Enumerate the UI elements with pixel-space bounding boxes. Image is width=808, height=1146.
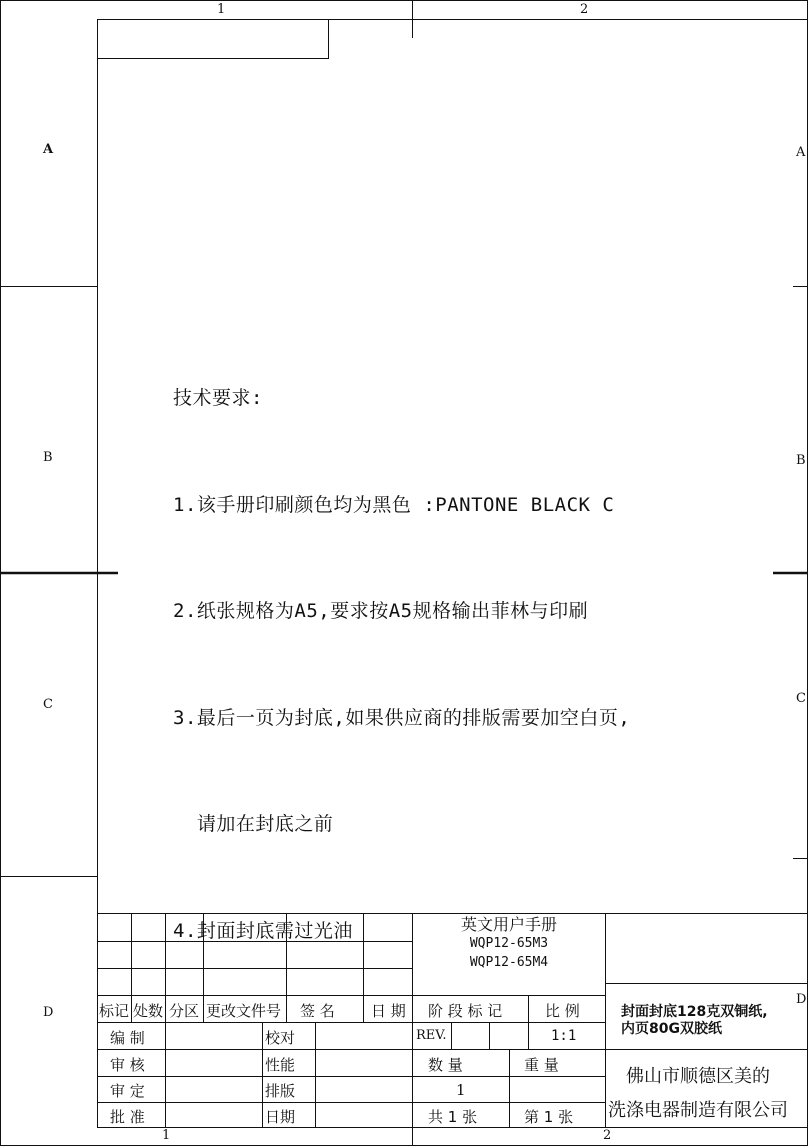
header-date: 日 期 [371,1002,406,1020]
material-line-2: 内页80G双胶纸 [621,1021,722,1037]
weight-label: 重 量 [524,1056,559,1074]
model-number-1: WQP12-65M3 [469,936,549,951]
zone-right-d: D [796,992,807,1007]
company-name-line-1: 佛山市顺德区美的 [626,1066,770,1087]
header-zone: 分区 [169,1002,200,1020]
document-title: 英文用户手册 [460,915,557,934]
notes-line-4: 4.封面封底需过光油 [173,919,353,942]
notes-line-1: 1.该手册印刷颜色均为黑色 :PANTONE BLACK C [173,493,615,516]
role-authorize: 批 准 [110,1108,145,1126]
notes-line-2: 2.纸张规格为A5,要求按A5规格输出菲林与印刷 [173,600,589,622]
notes-heading: 技术要求: [173,387,263,409]
role-check: 校对 [265,1029,296,1047]
material-line-1: 封面封底128克双铜纸, [621,1004,768,1020]
zone-top-1: 1 [217,2,226,17]
header-signature: 签 名 [300,1002,335,1020]
zone-bottom-1: 1 [162,1128,171,1143]
zone-left-b: B [43,450,53,465]
rev-label: REV. [416,1028,447,1043]
quantity-value: 1 [456,1081,466,1099]
role-review: 审 核 [110,1056,145,1074]
role-compile: 编 制 [110,1029,145,1047]
quantity-label: 数 量 [428,1056,463,1074]
sheet-number: 第 1 张 [524,1108,574,1126]
scale-value: 1:1 [551,1028,577,1044]
header-change-doc: 更改文件号 [206,1002,282,1020]
notes-line-3: 3.最后一页为封底,如果供应商的排版需要加空白页, [173,706,631,729]
model-number-2: WQP12-65M4 [469,955,549,970]
zone-left-d: D [43,1005,54,1020]
role-approve-set: 审 定 [110,1082,145,1100]
header-count: 处数 [133,1002,164,1020]
document-title-block [413,915,605,972]
role-date: 日期 [265,1108,296,1126]
company-name-line-2: 洗涤电器制造有限公司 [608,1100,788,1121]
zone-bottom-2: 2 [603,1128,612,1143]
header-stage-mark: 阶 段 标 记 [428,1002,503,1020]
zone-right-b: B [796,453,806,468]
header-scale: 比 例 [545,1002,580,1020]
zone-left-c: C [43,697,53,712]
zone-right-a: A [796,145,806,160]
role-performance: 性能 [265,1056,296,1074]
role-layout: 排版 [265,1082,296,1100]
technical-requirements [173,310,630,985]
zone-top-2: 2 [580,2,589,17]
notes-line-3-continued: 请加在封底之前 [173,813,334,835]
zone-right-c: C [796,691,806,706]
zone-left-a: A [43,142,54,157]
header-mark: 标记 [99,1002,130,1020]
total-sheets: 共 1 张 [428,1108,478,1126]
